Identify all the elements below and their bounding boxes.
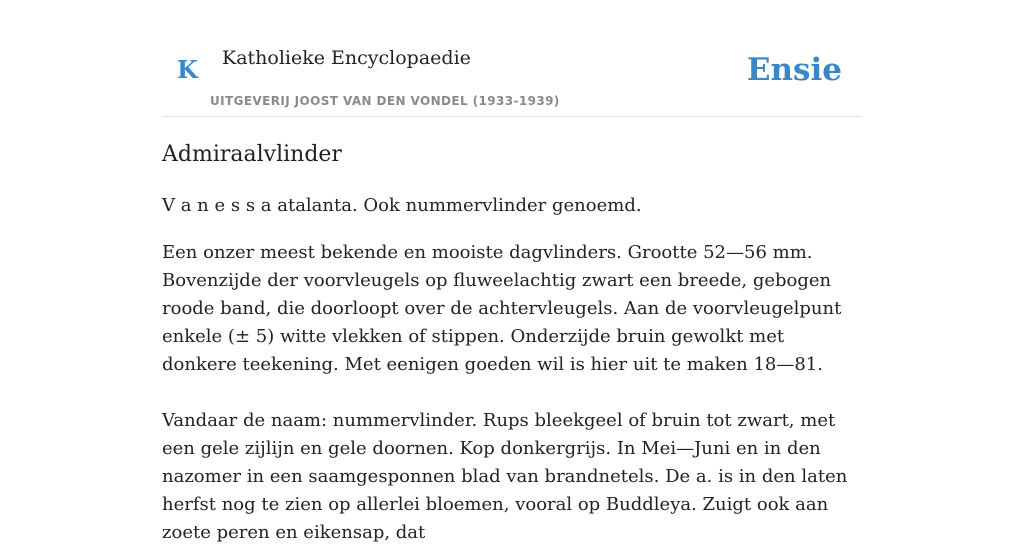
article-paragraph-description: Een onzer meest bekende en mooiste dagvlinders. Grootte 52—56 mm. Bovenzijde der voorvleugels op fluweelachtig zwart een breede, gebogen roode band, die doorloopt over de achtervleugels. Aan de voorvleugelpunt enkele (± 5) witte vlekken of stippen. Onderzijde bruin gewolkt met donkere teekening. Met eenigen goeden wil is hier uit te maken 18—81. xyxy=(162,242,842,375)
article-title: Admiraalvlinder xyxy=(162,142,342,167)
site-header xyxy=(162,0,862,117)
article-paragraph-intro: V a n e s s a atalanta. Ook nummervlinder genoemd. xyxy=(162,195,642,216)
encyclopedia-logo-icon[interactable]: K xyxy=(177,55,198,84)
publisher-label: UITGEVERIJ JOOST VAN DEN VONDEL (1933-1939) xyxy=(210,94,560,108)
encyclopedia-title[interactable]: Katholieke Encyclopaedie xyxy=(222,47,471,69)
article xyxy=(162,138,862,547)
article-paragraph-continued: Vandaar de naam: nummervlinder. Rups bleekgeel of bruin tot zwart, met een gele zijlijn en gele doornen. Kop donkergrijs. In Mei—Juni en in den nazomer in een saamgesponnen blad van brandnetels. De a. is in den laten herfst nog te zien op allerlei bloemen, vooral op Buddleya. Zuigt ook aan zoete peren en eikensap, dat xyxy=(162,410,848,543)
ensie-logo-link[interactable]: Ensie xyxy=(746,52,842,88)
